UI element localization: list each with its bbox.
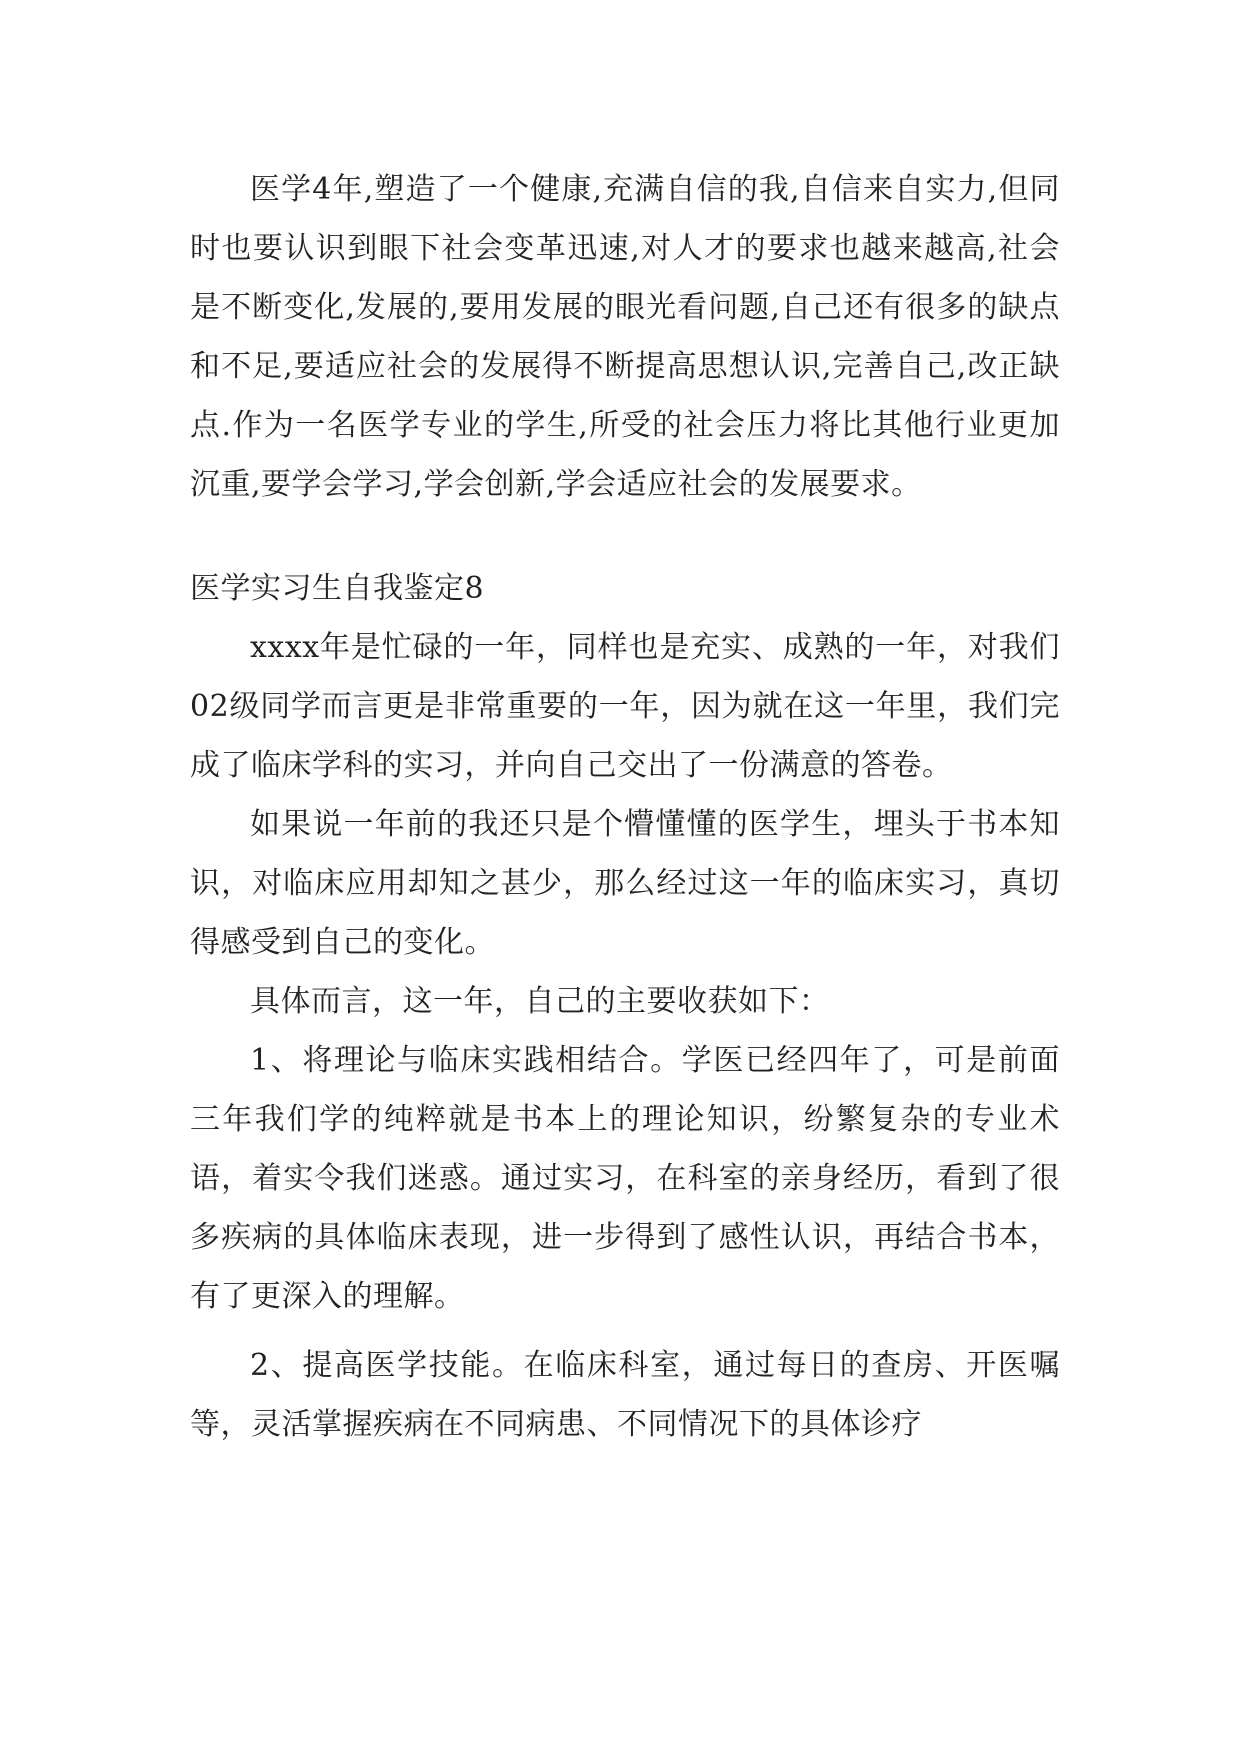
paragraph: 如果说一年前的我还只是个懵懂懂的医学生，埋头于书本知识，对临床应用却知之甚少，那么经过这一年的临床实习，真切得感受到自己的变化。	[190, 807, 1060, 960]
document-body	[190, 160, 1060, 1454]
paragraph: 具体而言，这一年，自己的主要收获如下：	[250, 984, 830, 1019]
paragraph-intro: 医学4年,塑造了一个健康,充满自信的我,自信来自实力,但同时也要认识到眼下社会变革迅速,对人才的要求也越来越高,社会是不断变化,发展的,要用发展的眼光看问题,自己还有很多的缺点和不足,要适应社会的发展得不断提高思想认识,完善自己,改正缺点.作为一名医学专业的学生,所受的社会压力将比其他行业更加沉重,要学会学习,学会创新,学会适应社会的发展要求。	[190, 172, 1060, 502]
paragraph: 1、将理论与临床实践相结合。学医已经四年了，可是前面三年我们学的纯粹就是书本上的理论知识，纷繁复杂的专业术语，着实令我们迷惑。通过实习，在科室的亲身经历，看到了很多疾病的具体临床表现，进一步得到了感性认识，再结合书本，有了更深入的理解。	[190, 1043, 1060, 1314]
section-title: 医学实习生自我鉴定8	[190, 571, 485, 606]
paragraph: 2、提高医学技能。在临床科室，通过每日的查房、开医嘱等，灵活掌握疾病在不同病患、不同情况下的具体诊疗	[190, 1348, 1060, 1442]
paragraph: xxxx年是忙碌的一年，同样也是充实、成熟的一年，对我们02级同学而言更是非常重要的一年，因为就在这一年里，我们完成了临床学科的实习，并向自己交出了一份满意的答卷。	[190, 630, 1060, 783]
